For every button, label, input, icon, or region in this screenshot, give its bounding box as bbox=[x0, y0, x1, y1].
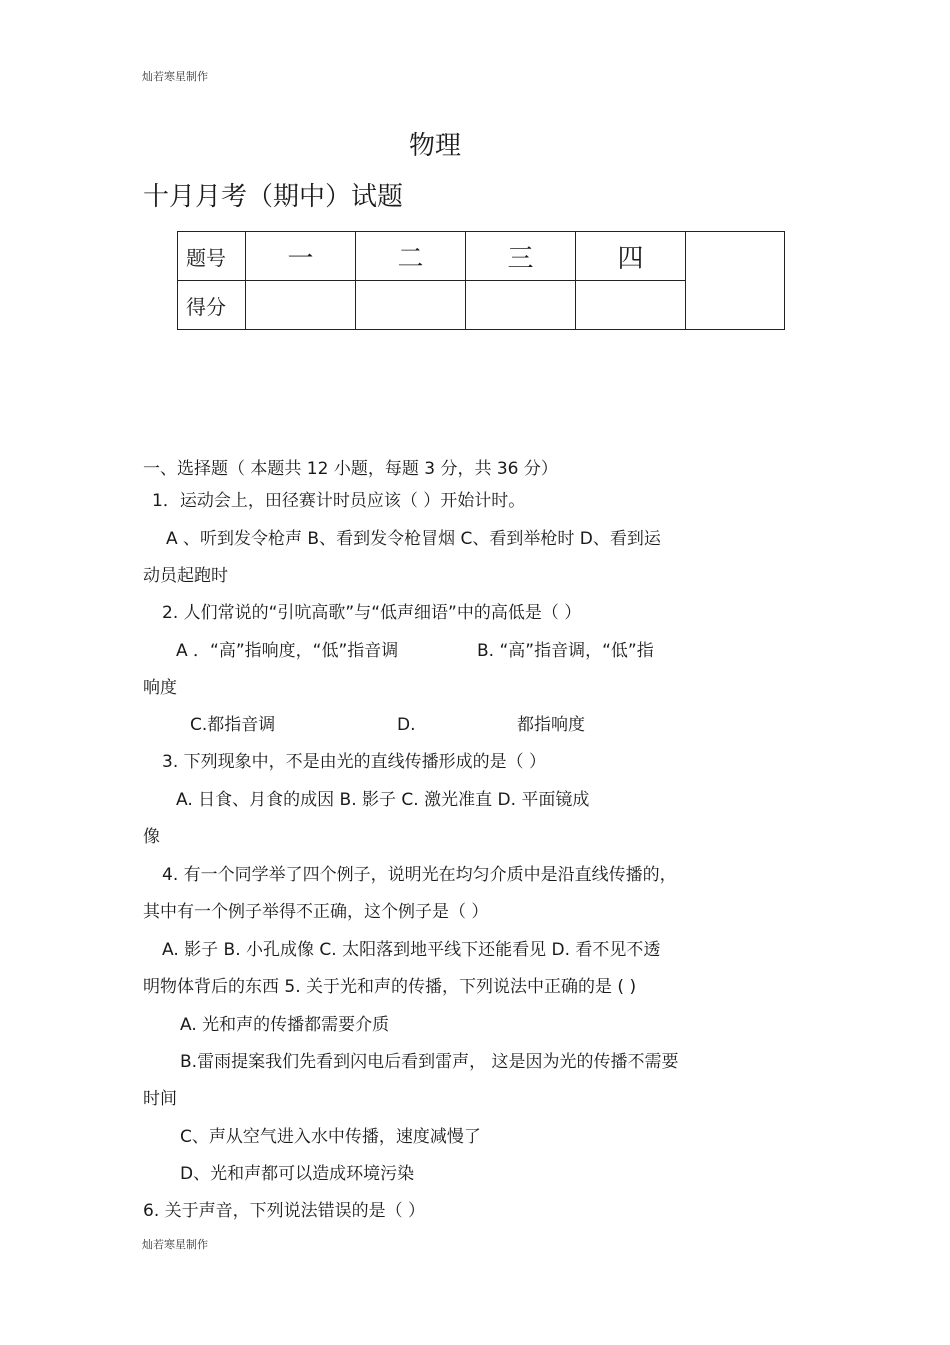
score-cell-2 bbox=[356, 281, 466, 330]
question-6: 6. 关于声音，下列说法错误的是（ ） bbox=[143, 1201, 426, 1221]
question-2-option-c: C.都指音调 bbox=[190, 715, 276, 735]
question-5-option-b-continued: 时间 bbox=[143, 1089, 177, 1109]
question-5-option-d: D、光和声都可以造成环境污染 bbox=[180, 1164, 415, 1184]
page-footer: 灿若寒星制作 bbox=[142, 1238, 208, 1251]
question-3-options-continued: 像 bbox=[143, 827, 160, 847]
total-cell bbox=[686, 232, 785, 330]
question-1-options-continued: 动员起跑时 bbox=[143, 566, 228, 586]
score-table bbox=[177, 231, 785, 330]
question-4: 4. 有一个同学举了四个例子，说明光在均匀介质中是沿直线传播的， bbox=[162, 865, 677, 885]
question-5-option-a: A. 光和声的传播都需要介质 bbox=[180, 1015, 390, 1035]
column-header-3: 三 bbox=[466, 232, 576, 281]
question-5-option-b: B.雷雨提案我们先看到闪电后看到雷声， 这是因为光的传播不需要 bbox=[180, 1052, 679, 1072]
exam-title: 十月月考（期中）试题 bbox=[143, 182, 404, 212]
row-label-score: 得分 bbox=[178, 281, 246, 330]
column-header-2: 二 bbox=[356, 232, 466, 281]
question-3: 3. 下列现象中，不是由光的直线传播形成的是（ ） bbox=[162, 752, 547, 772]
question-4-options: A. 影子 B. 小孔成像 C. 太阳落到地平线下还能看见 D. 看不见不透 bbox=[162, 940, 661, 960]
question-2-option-b: B. “高”指音调，“低”指 bbox=[477, 641, 654, 661]
question-2-options-continued: 响度 bbox=[143, 678, 177, 698]
score-cell-1 bbox=[246, 281, 356, 330]
question-5-option-c: C、声从空气进入水中传播，速度减慢了 bbox=[180, 1127, 481, 1147]
question-1-options: A 、听到发令枪声 B、看到发令枪冒烟 C、看到举枪时 D、看到运 bbox=[166, 529, 661, 549]
question-4-continued: 其中有一个例子举得不正确，这个例子是（ ） bbox=[143, 902, 489, 922]
question-4-options-continued: 明物体背后的东西 5. 关于光和声的传播，下列说法中正确的是 ( ) bbox=[143, 977, 637, 997]
score-table-row-numbers bbox=[178, 232, 785, 281]
question-2-option-a: A ．“高”指响度，“低”指音调 bbox=[176, 641, 399, 661]
question-3-options: A. 日食、月食的成因 B. 影子 C. 激光准直 D. 平面镜成 bbox=[176, 790, 590, 810]
question-1: 1．运动会上，田径赛计时员应该（ ）开始计时。 bbox=[152, 491, 526, 511]
column-header-1: 一 bbox=[246, 232, 356, 281]
question-2-option-d-label: D. bbox=[397, 715, 416, 735]
question-2: 2. 人们常说的“引吭高歌”与“低声细语”中的高低是（ ） bbox=[162, 603, 582, 623]
row-label-question-number: 题号 bbox=[178, 232, 246, 281]
score-cell-4 bbox=[576, 281, 686, 330]
page-header: 灿若寒星制作 bbox=[142, 70, 208, 83]
question-2-option-d-text: 都指响度 bbox=[517, 715, 585, 735]
subject-title: 物理 bbox=[409, 131, 462, 161]
score-cell-3 bbox=[466, 281, 576, 330]
section-1-title: 一、选择题（ 本题共 12 小题，每题 3 分，共 36 分） bbox=[143, 459, 558, 479]
column-header-4: 四 bbox=[576, 232, 686, 281]
